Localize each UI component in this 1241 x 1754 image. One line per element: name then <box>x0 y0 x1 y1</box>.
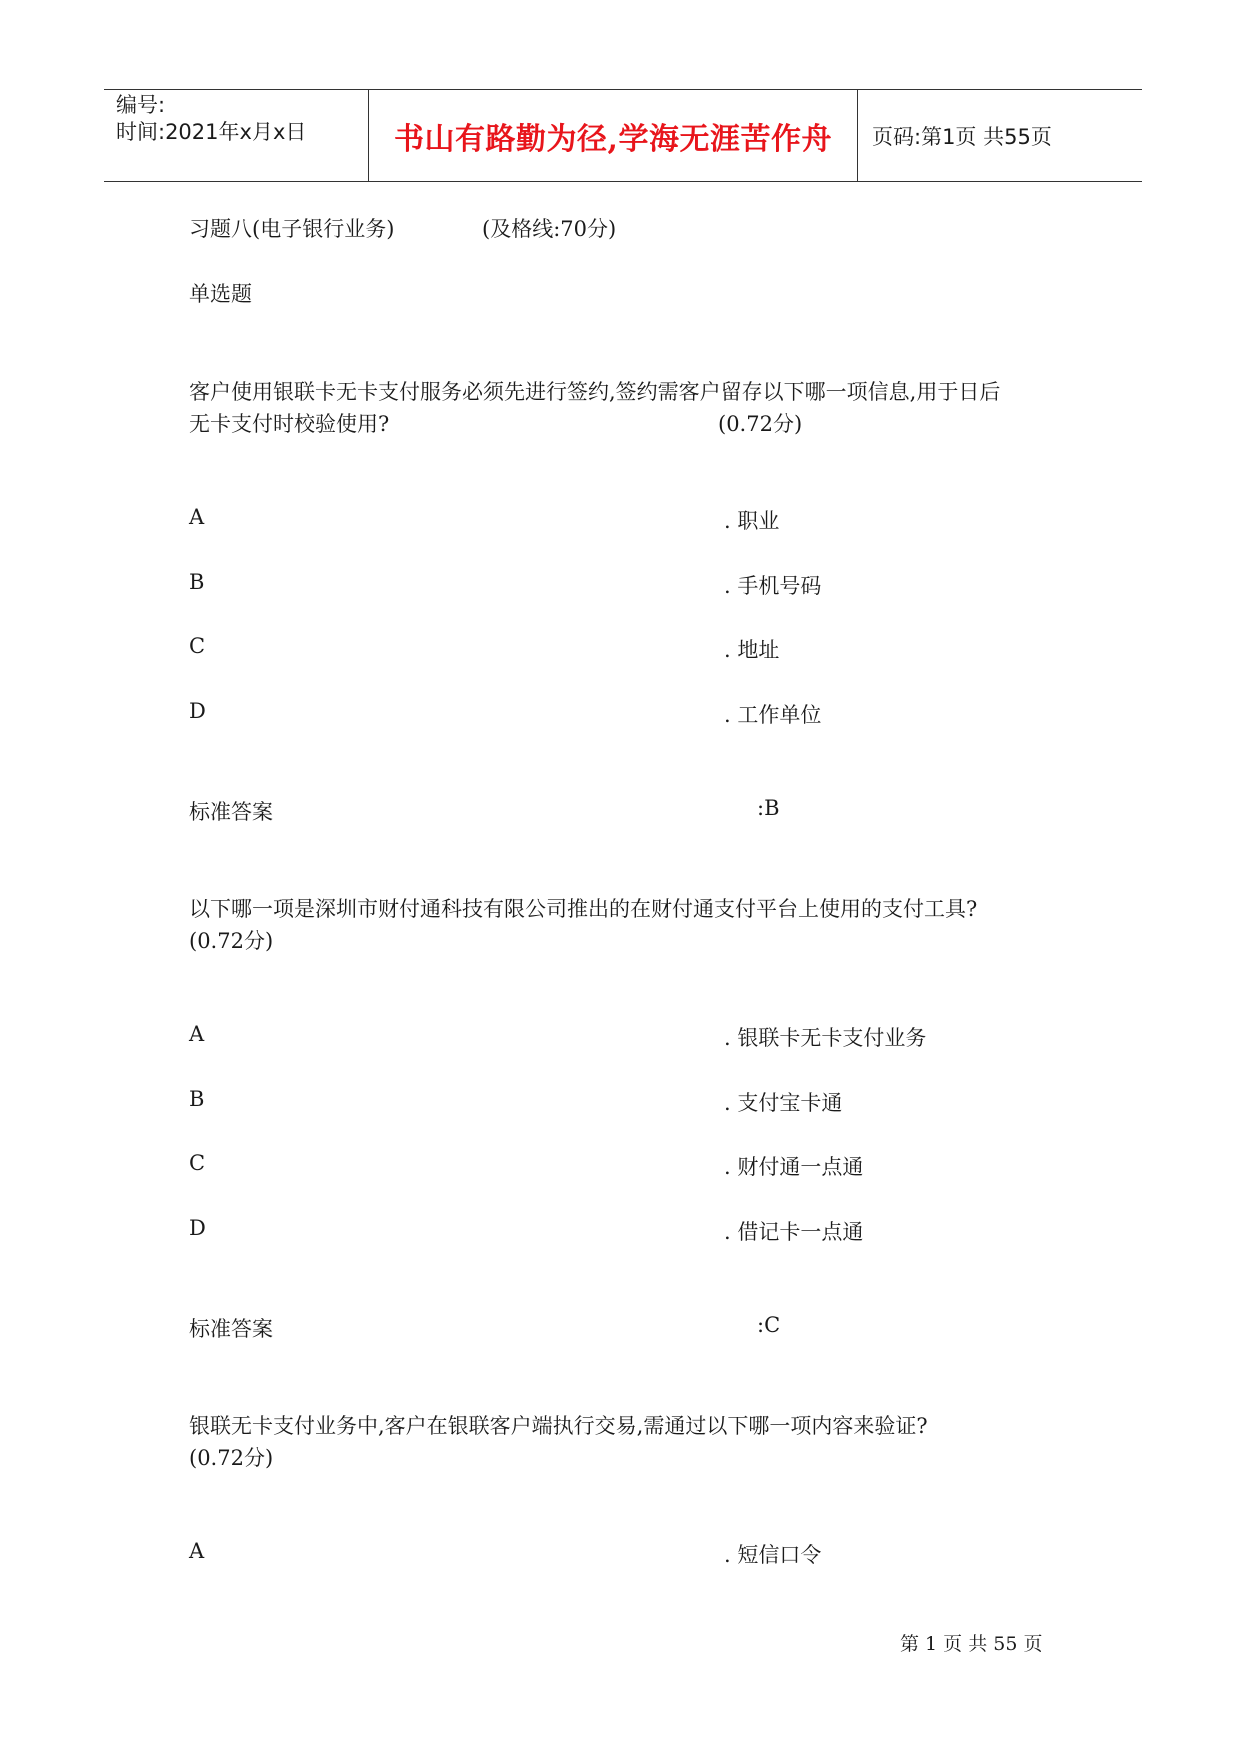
question-3-option-a-letter: A <box>189 1539 205 1563</box>
question-2-text-line2: (0.72分) <box>189 929 274 953</box>
question-1-option-d-letter: D <box>189 699 206 723</box>
question-2-answer-value: :C <box>757 1313 781 1337</box>
document-number-label: 编号: <box>116 93 166 117</box>
question-2-option-d-letter: D <box>189 1216 206 1240</box>
question-1-text-line2: 无卡支付时校验使用? <box>189 412 390 436</box>
question-1-option-c-letter: C <box>189 634 206 658</box>
question-3-text-line1: 银联无卡支付业务中,客户在银联客户端执行交易,需通过以下哪一项内容来验证? <box>189 1414 928 1438</box>
question-3-option-a-text: . 短信口令 <box>724 1543 822 1567</box>
question-2-option-d-text: . 借记卡一点通 <box>724 1220 864 1244</box>
question-2-option-c-letter: C <box>189 1151 206 1175</box>
question-1-option-b-letter: B <box>189 570 205 594</box>
question-2-text-line1: 以下哪一项是深圳市财付通科技有限公司推出的在财付通支付平台上使用的支付工具? <box>189 897 978 921</box>
page-header <box>104 89 1142 182</box>
header-motto-cell <box>368 90 858 181</box>
question-1-option-a-letter: A <box>189 505 205 529</box>
header-meta <box>104 90 368 181</box>
document-time-label: 时间:2021年x月x日 <box>116 120 307 144</box>
question-1-option-c-text: . 地址 <box>724 638 780 662</box>
section-title: 单选题 <box>189 282 252 306</box>
pass-line: (及格线:70分) <box>482 217 617 241</box>
exercise-title: 习题八(电子银行业务) <box>189 217 395 241</box>
question-1-score: (0.72分) <box>718 412 803 436</box>
question-2-answer-label: 标准答案 <box>189 1317 273 1341</box>
header-page-label: 页码:第1页 共55页 <box>872 124 1052 149</box>
question-1-option-a-text: . 职业 <box>724 509 780 533</box>
question-2-option-c-text: . 财付通一点通 <box>724 1155 864 1179</box>
question-1-option-d-text: . 工作单位 <box>724 703 822 727</box>
header-motto: 书山有路勤为径,学海无涯苦作舟 <box>394 121 832 157</box>
header-page-cell <box>858 90 1142 181</box>
question-2-option-b-text: . 支付宝卡通 <box>724 1091 843 1115</box>
question-1-answer-label: 标准答案 <box>189 800 273 824</box>
page-footer: 第 1 页 共 55 页 <box>900 1633 1043 1655</box>
question-1-answer-value: :B <box>757 796 780 820</box>
question-1-text-line1: 客户使用银联卡无卡支付服务必须先进行签约,签约需客户留存以下哪一项信息,用于日后 <box>189 380 1001 404</box>
question-2-option-a-letter: A <box>189 1022 205 1046</box>
question-2-option-b-letter: B <box>189 1087 205 1111</box>
question-3-text-line2: (0.72分) <box>189 1446 274 1470</box>
question-1-option-b-text: . 手机号码 <box>724 574 822 598</box>
question-2-option-a-text: . 银联卡无卡支付业务 <box>724 1026 927 1050</box>
